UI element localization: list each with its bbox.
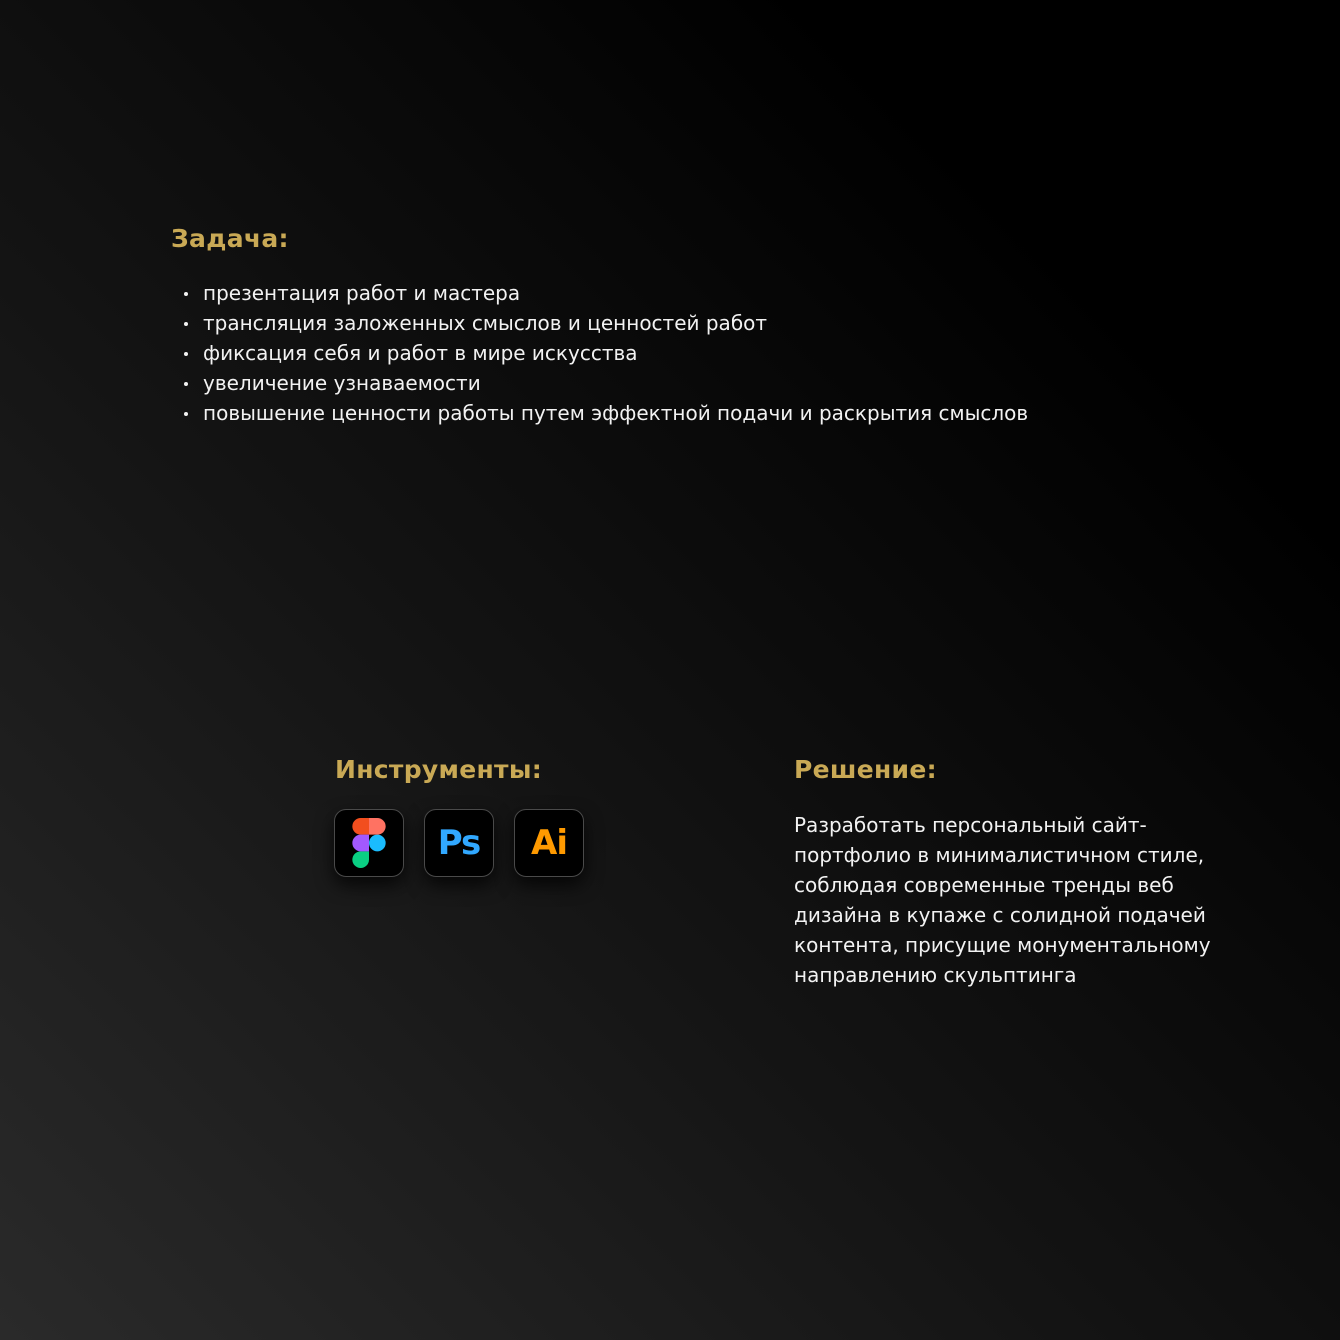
solution-text [794,810,1234,990]
list-item [180,278,1280,308]
solution-line: Разработать персональный сайт- [794,813,1147,837]
solution-line: дизайна в купаже с солидной подачей [794,903,1206,927]
list-item-text: презентация работ и мастера [203,281,521,305]
bullet-icon [184,322,188,326]
tools-heading: Инструменты: [335,755,543,784]
photoshop-icon [424,809,494,877]
list-item-text: фиксация себя и работ в мире искусства [203,341,638,365]
solution-line: соблюдая современные тренды веб [794,873,1174,897]
bullet-icon [184,382,188,386]
figma-icon [334,809,404,877]
list-item-text: трансляция заложенных смыслов и ценностей работ [203,311,768,335]
list-item [180,338,1280,368]
bullet-icon [184,292,188,296]
task-heading: Задача: [171,224,289,253]
bullet-icon [184,412,188,416]
tools-list [334,809,584,877]
illustrator-icon [514,809,584,877]
task-list [180,278,1280,428]
list-item-text: увеличение узнаваемости [203,371,481,395]
list-item [180,368,1280,398]
illustrator-label: Ai [531,823,567,863]
list-item-text: повышение ценности работы путем эффектной подачи и раскрытия смыслов [203,401,1029,425]
solution-line: контента, присущие монументальному [794,933,1211,957]
list-item [180,398,1280,428]
figma-logo [352,818,386,868]
solution-line: портфолио в минималистичном стиле, [794,843,1205,867]
solution-heading: Решение: [794,755,937,784]
list-item [180,308,1280,338]
solution-line: направлению скульптинга [794,963,1077,987]
photoshop-label: Ps [437,823,481,863]
bullet-icon [184,352,188,356]
